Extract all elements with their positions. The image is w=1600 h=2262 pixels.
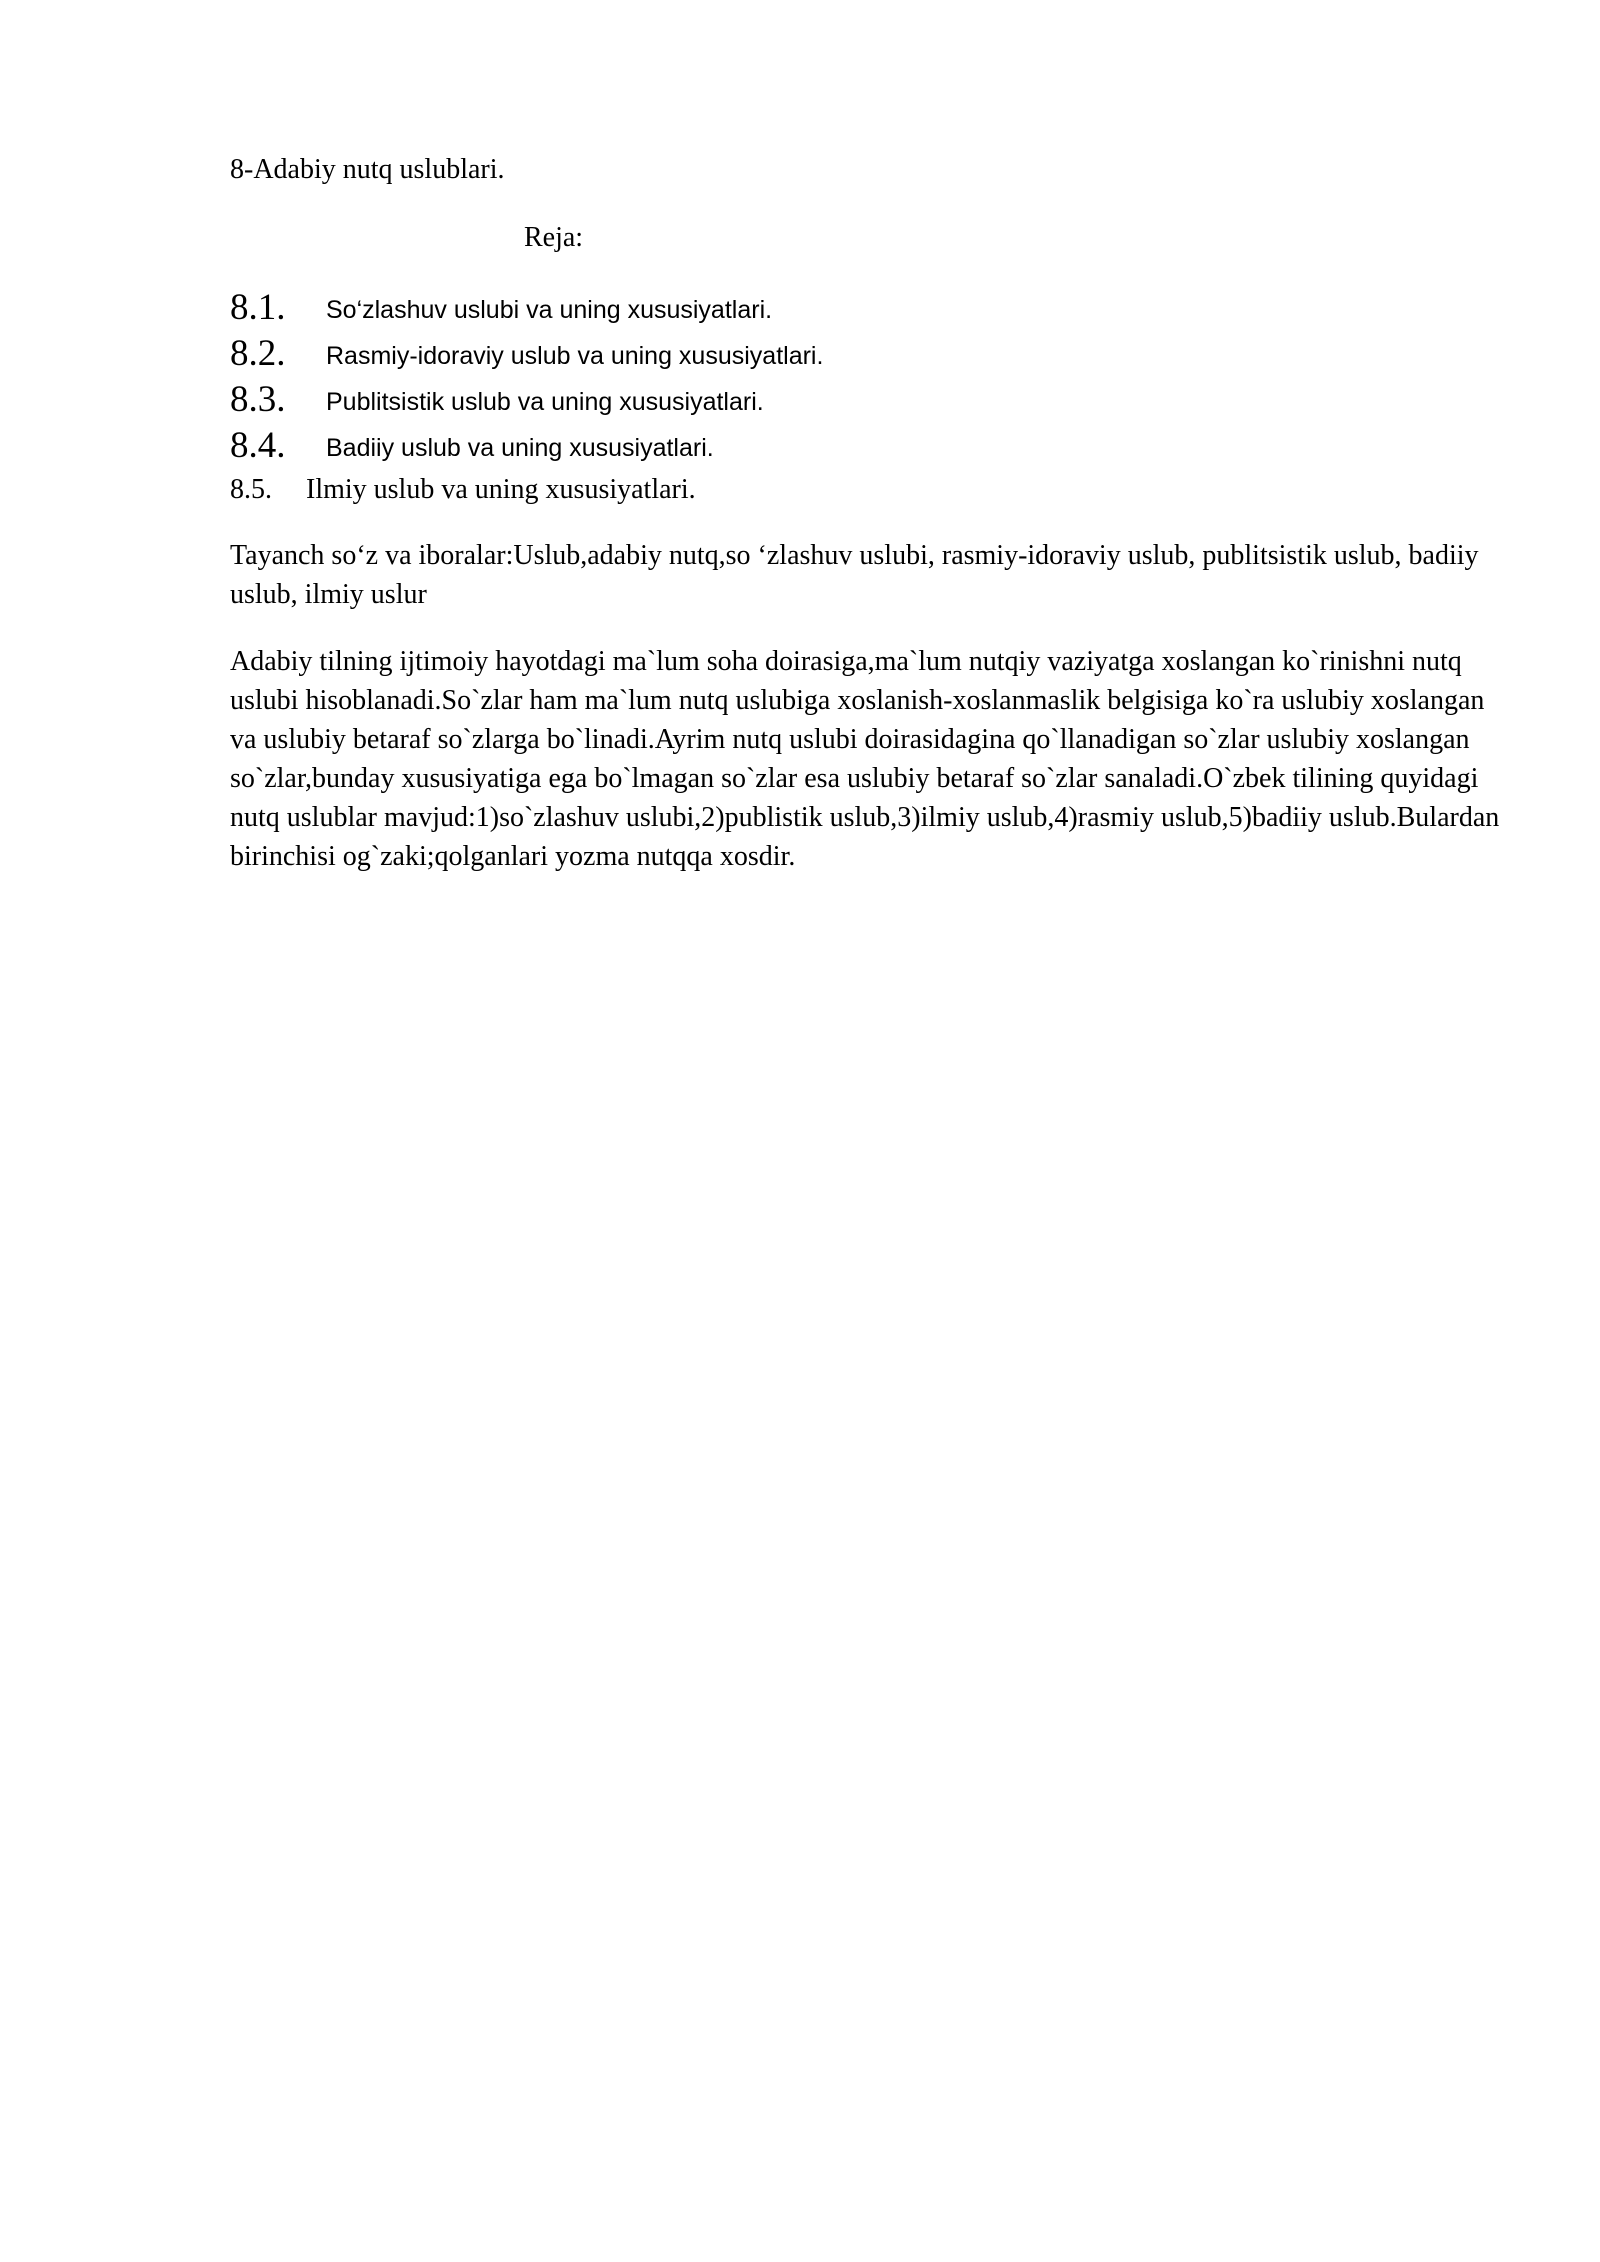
plan-item-number: 8.2. bbox=[230, 333, 286, 374]
plan-item-number: 8.4. bbox=[230, 425, 286, 466]
plan-item-text: Publitsistik uslub va uning xususiyatlari. bbox=[326, 388, 764, 416]
keywords-paragraph: Tayanch so‘z va iboralar:Uslub,adabiy nutq,so ‘zlashuv uslubi, rasmiy-idoraviy uslub, publitsistik uslub, badiiy uslub, ilmiy uslur bbox=[230, 540, 1479, 610]
plan-item-number: 8.5. bbox=[230, 474, 272, 505]
plan-list bbox=[230, 286, 1430, 510]
body-paragraph: Adabiy tilning ijtimoiy hayotdagi ma`lum soha doirasiga,ma`lum nutqiy vaziyatga xoslangan ko`rinishni nutq uslubi hisoblanadi.So`zlar ham ma`lum nutq uslubiga xoslanish-xoslanmaslik belgisiga ko`ra uslubiy xoslangan va uslubiy betaraf so`zlarga bo`linadi.Ayrim nutq uslubi doirasidagina qo`llanadigan so`zlar uslubiy xoslangan so`zlar,bunday xususiyatiga ega bo`lmagan so`zlar esa uslubiy betaraf so`zlar sanaladi.O`zbek tilining quyidagi nutq uslublar mavjud:1)so`zlashuv uslubi,2)publistik uslub,3)ilmiy uslub,4)rasmiy uslub,5)badiiy uslub.Bulardan birinchisi og`zaki;qolganlari yozma nutqqa xosdir. bbox=[230, 646, 1500, 872]
plan-item-number: 8.1. bbox=[230, 287, 286, 328]
plan-item bbox=[230, 424, 1430, 470]
plan-item bbox=[230, 378, 1430, 424]
plan-heading: Reja: bbox=[524, 222, 584, 253]
plan-item bbox=[230, 286, 1430, 332]
plan-item-text: Badiiy uslub va uning xususiyatlari. bbox=[326, 434, 714, 462]
plan-item-text: Ilmiy uslub va uning xususiyatlari. bbox=[306, 474, 696, 505]
plan-item-text: Rasmiy-idoraviy uslub va uning xususiyatlari. bbox=[326, 342, 824, 370]
plan-item bbox=[230, 470, 1430, 510]
plan-item-text: So‘zlashuv uslubi va uning xususiyatlari. bbox=[326, 296, 773, 324]
document-title: 8-Adabiy nutq uslublari. bbox=[230, 154, 505, 185]
plan-item-number: 8.3. bbox=[230, 379, 286, 420]
plan-item bbox=[230, 332, 1430, 378]
